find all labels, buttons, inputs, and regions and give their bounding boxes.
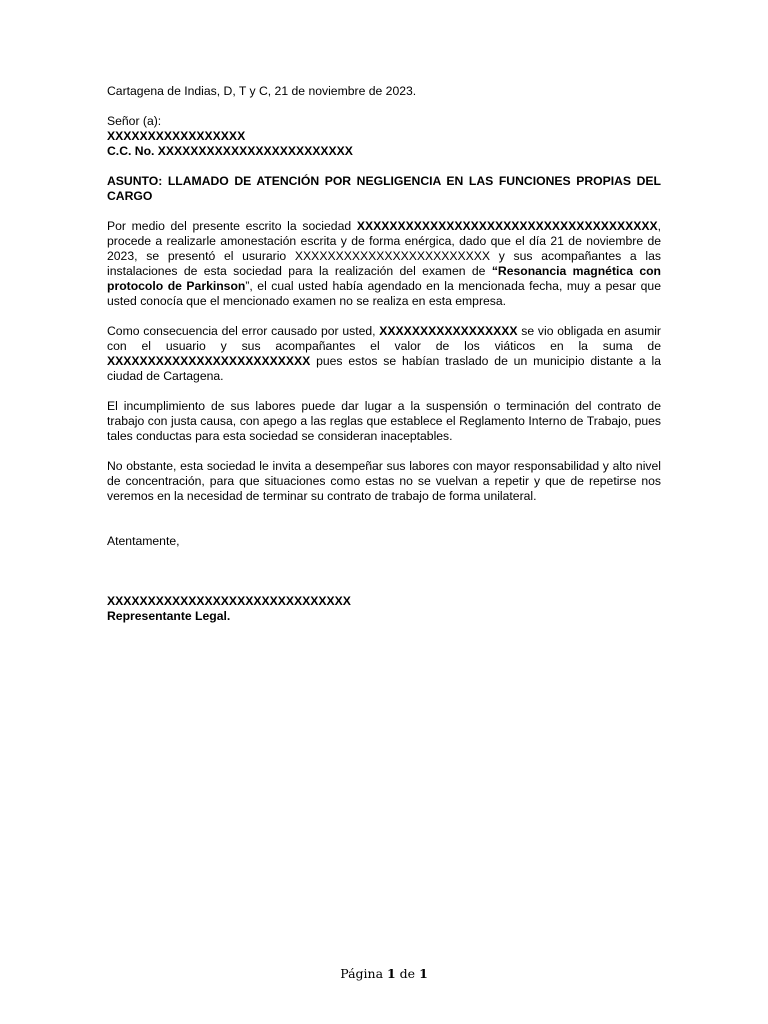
paragraph-3: El incumplimiento de sus labores puede dar lugar a la suspensión o terminación del contrato de trabajo con justa causa, con apego a las reglas que establece el Reglamento Interno de Trabajo, pues tales conductas para esta sociedad se consideran inaceptables. xyxy=(107,399,661,443)
paragraph-4: No obstante, esta sociedad le invita a desempeñar sus labores con mayor responsabilidad y alto nivel de concentración, para que situaciones como estas no se vuelvan a repetir y que de repetirse nos veremos en la necesidad de terminar su contrato de trabajo de forma unilateral. xyxy=(107,459,661,503)
recipient-name: XXXXXXXXXXXXXXXXX xyxy=(107,129,246,143)
p2-text-b: se vio obligada en asumir con el usuario y sus acompañantes el valor de los viáticos en la suma de xyxy=(107,324,661,353)
p1-text-b: , procede a realizarle amonestación escrita y de forma enérgica, dado que el día 21 de noviembre de 2023, se presentó el usurario XXXXXXXXXXXXXXXXXXXXXXXX y sus acompañantes a las instalaciones de esta sociedad para la realización del examen de xyxy=(107,219,661,278)
page-current: 1 xyxy=(387,966,396,981)
p2-text-c: pues estos se habían traslado de un municipio distante a la ciudad de Cartagena. xyxy=(107,354,661,383)
letter-body xyxy=(107,84,661,624)
p2-amount: XXXXXXXXXXXXXXXXXXXXXXXXX xyxy=(107,354,311,368)
signer-name: XXXXXXXXXXXXXXXXXXXXXXXXXXXXXX xyxy=(107,594,351,608)
p1-company: XXXXXXXXXXXXXXXXXXXXXXXXXXXXXXXXXXXXX xyxy=(356,219,658,233)
p2-text-a: Como consecuencia del error causado por usted, xyxy=(107,324,380,338)
p2-company: XXXXXXXXXXXXXXXXX xyxy=(379,324,518,338)
paragraph-1 xyxy=(107,219,661,309)
subject-line: ASUNTO: LLAMADO DE ATENCIÓN POR NEGLIGENCIA EN LAS FUNCIONES PROPIAS DEL CARGO xyxy=(107,174,661,203)
page-total: 1 xyxy=(419,966,428,981)
p1-text-c: ”, el cual usted había agendado en la mencionada fecha, muy a pesar que usted conocía que el mencionado examen no se realiza en esta empresa. xyxy=(107,279,661,308)
signer-title: Representante Legal. xyxy=(107,609,231,623)
place-date: Cartagena de Indias, D, T y C, 21 de noviembre de 2023. xyxy=(107,84,417,98)
page-middle: de xyxy=(395,966,420,981)
p1-exam: “Resonancia magnética con protocolo de Parkinson xyxy=(107,264,661,293)
closing: Atentamente, xyxy=(107,534,180,548)
page-prefix: Página xyxy=(340,966,387,981)
recipient-id: C.C. No. XXXXXXXXXXXXXXXXXXXXXXXX xyxy=(107,144,353,158)
p1-text-a: Por medio del presente escrito la sociedad xyxy=(107,219,357,233)
salutation: Señor (a): xyxy=(107,114,162,128)
page-number xyxy=(0,966,768,981)
paragraph-2 xyxy=(107,324,661,384)
